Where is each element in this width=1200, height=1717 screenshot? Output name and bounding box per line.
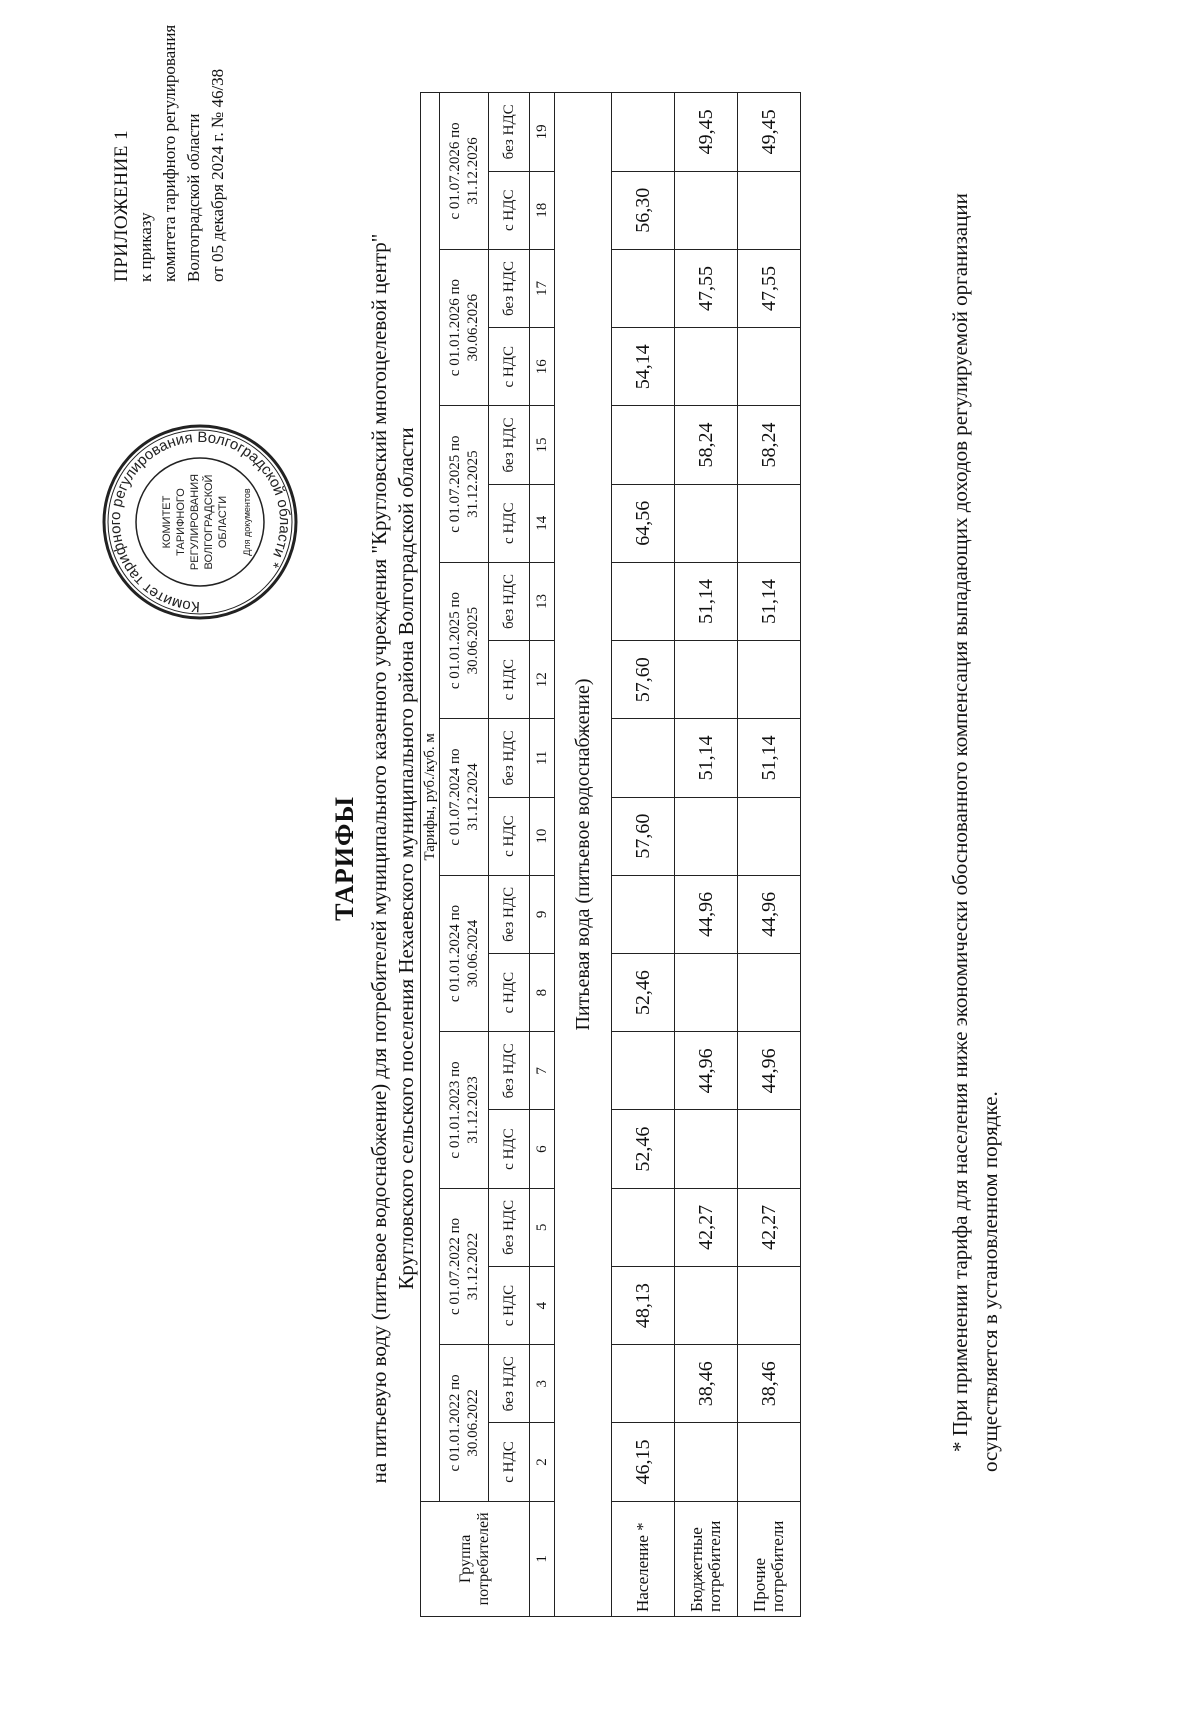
tariff-value-cell (612, 875, 675, 953)
tariff-value-cell (612, 406, 675, 484)
tariff-value-cell: 44,96 (738, 875, 801, 953)
vat-included-header: с НДС (489, 328, 530, 406)
tariff-value-cell (675, 954, 738, 1032)
vat-excluded-header: без НДС (489, 1032, 530, 1110)
tariff-value-cell: 38,46 (675, 1345, 738, 1423)
tariff-value-cell: 44,96 (675, 875, 738, 953)
tariff-value-cell (675, 328, 738, 406)
tariff-value-cell (612, 1032, 675, 1110)
tariff-value-cell (612, 249, 675, 327)
column-number: 8 (530, 954, 555, 1032)
tariff-value-cell (675, 171, 738, 249)
tariff-value-cell (738, 954, 801, 1032)
row-label: Бюджетные потребители (675, 1501, 738, 1616)
column-number: 10 (530, 797, 555, 875)
period-header: с 01.07.2025 по 31.12.2025 (440, 406, 489, 562)
vat-included-header: с НДС (489, 1110, 530, 1188)
column-number: 16 (530, 328, 555, 406)
tariff-value-cell (612, 1345, 675, 1423)
official-stamp (100, 422, 300, 622)
vat-included-header: с НДС (489, 484, 530, 562)
tariff-value-cell (675, 1423, 738, 1501)
tariff-value-cell: 57,60 (612, 797, 675, 875)
stamp-outer-text: Комитет тарифного регулирования Волгоградской области * (106, 428, 294, 616)
tariff-value-cell (612, 562, 675, 640)
tariff-value-cell: 51,14 (738, 562, 801, 640)
column-number: 18 (530, 171, 555, 249)
tariff-value-cell: 42,27 (675, 1188, 738, 1266)
stamp-inner-line: ВОЛГОГРАДСКОЙ (203, 474, 215, 570)
tariff-value-cell: 57,60 (612, 641, 675, 719)
column-number: 4 (530, 1266, 555, 1344)
tariff-value-cell (738, 797, 801, 875)
column-number: 12 (530, 641, 555, 719)
tariff-value-cell: 49,45 (738, 93, 801, 172)
tariff-value-cell (675, 797, 738, 875)
column-number: 19 (530, 93, 555, 172)
tariff-value-cell (738, 1266, 801, 1344)
tariff-value-cell: 38,46 (738, 1345, 801, 1423)
row-label: Население * (612, 1501, 675, 1616)
table-row (612, 93, 675, 1617)
column-header-consumer-group: Группа потребителей (421, 1501, 530, 1616)
tariff-value-cell: 51,14 (738, 719, 801, 797)
column-number: 15 (530, 406, 555, 484)
section-title: Питьевая вода (питьевое водоснабжение) (555, 93, 612, 1617)
tariff-value-cell (738, 328, 801, 406)
period-header: с 01.07.2026 по 31.12.2026 (440, 93, 489, 250)
stamp-inner-line: ТАРИФНОГО (175, 488, 187, 556)
tariff-value-cell: 46,15 (612, 1423, 675, 1501)
column-number: 14 (530, 484, 555, 562)
appendix-line-date: от 05 декабря 2024 г. № 46/38 (208, 68, 227, 282)
vat-excluded-header: без НДС (489, 249, 530, 327)
tariff-value-cell (612, 719, 675, 797)
tariff-value-cell: 52,46 (612, 1110, 675, 1188)
stamp-bottom-text: Для документов (242, 488, 252, 556)
tariff-value-cell: 47,55 (675, 249, 738, 327)
period-header: с 01.07.2024 по 31.12.2024 (440, 719, 489, 875)
column-number: 7 (530, 1032, 555, 1110)
appendix-line-committee: комитета тарифного регулирования (160, 24, 179, 282)
tariff-value-cell: 58,24 (738, 406, 801, 484)
column-number: 3 (530, 1345, 555, 1423)
period-header: с 01.01.2026 по 30.06.2026 (440, 249, 489, 405)
vat-excluded-header: без НДС (489, 1345, 530, 1423)
tariff-value-cell: 52,46 (612, 954, 675, 1032)
tariff-value-cell: 56,30 (612, 171, 675, 249)
vat-included-header: с НДС (489, 954, 530, 1032)
tariff-value-cell: 58,24 (675, 406, 738, 484)
period-header: с 01.07.2022 по 31.12.2022 (440, 1188, 489, 1344)
column-number: 2 (530, 1423, 555, 1501)
column-number: 6 (530, 1110, 555, 1188)
vat-excluded-header: без НДС (489, 875, 530, 953)
row-label: Прочие потребители (738, 1501, 801, 1616)
appendix-title: ПРИЛОЖЕНИЕ 1 (111, 129, 132, 282)
period-header: с 01.01.2025 по 30.06.2025 (440, 562, 489, 718)
stamp-inner-line: КОМИТЕТ (161, 495, 173, 549)
vat-excluded-header: без НДС (489, 93, 530, 172)
vat-excluded-header: без НДС (489, 562, 530, 640)
table-row (738, 93, 801, 1617)
appendix-line-region: Волгоградской области (184, 113, 203, 282)
period-header: с 01.01.2022 по 30.06.2022 (440, 1345, 489, 1501)
document-heading (330, 0, 420, 1717)
tariff-value-cell (675, 1110, 738, 1188)
tariff-value-cell: 42,27 (738, 1188, 801, 1266)
tariff-value-cell: 49,45 (675, 93, 738, 172)
tariff-table (420, 92, 801, 1617)
table-row (675, 93, 738, 1617)
appendix-reference (110, 2, 230, 282)
tariff-value-cell: 47,55 (738, 249, 801, 327)
vat-included-header: с НДС (489, 1423, 530, 1501)
tariff-value-cell: 51,14 (675, 719, 738, 797)
tariff-value-cell (738, 641, 801, 719)
tariff-value-cell: 44,96 (675, 1032, 738, 1110)
vat-included-header: с НДС (489, 171, 530, 249)
document-title: ТАРИФЫ (330, 796, 359, 921)
stamp-inner-line: ОБЛАСТИ (217, 495, 229, 549)
column-number: 11 (530, 719, 555, 797)
tariff-value-cell (738, 1110, 801, 1188)
tariff-caption: Тарифы, руб./куб. м (421, 93, 440, 1502)
stamp-inner-text (161, 474, 229, 570)
tariff-value-cell: 44,96 (738, 1032, 801, 1110)
tariff-value-cell (675, 641, 738, 719)
column-number: 13 (530, 562, 555, 640)
period-header: с 01.01.2023 по 31.12.2023 (440, 1032, 489, 1188)
tariff-value-cell: 54,14 (612, 328, 675, 406)
tariff-value-cell (738, 171, 801, 249)
document-subtitle-line-1: на питьевую воду (питьевое водоснабжение) для потребителей муниципального казенного учреждения "Кругловский многоцелевой центр" (367, 233, 391, 1484)
stamp-inner-line: РЕГУЛИРОВАНИЯ (189, 473, 201, 571)
vat-included-header: с НДС (489, 1266, 530, 1344)
tariff-value-cell (612, 1188, 675, 1266)
column-number: 1 (530, 1501, 555, 1616)
column-number: 9 (530, 875, 555, 953)
tariff-value-cell (675, 1266, 738, 1344)
tariff-value-cell (738, 484, 801, 562)
vat-excluded-header: без НДС (489, 719, 530, 797)
column-number: 5 (530, 1188, 555, 1266)
tariff-value-cell: 48,13 (612, 1266, 675, 1344)
tariff-value-cell (675, 484, 738, 562)
footnote: * При применении тарифа для населения ниже экономически обоснованного компенсация выпадающих доходов регулируемой организации осуществляется в установленном порядке. (948, 193, 1002, 1472)
appendix-line-order: к приказу (136, 212, 155, 282)
vat-excluded-header: без НДС (489, 406, 530, 484)
period-header: с 01.01.2024 по 30.06.2024 (440, 875, 489, 1031)
stamp-seal-icon (100, 422, 300, 622)
vat-excluded-header: без НДС (489, 1188, 530, 1266)
tariff-value-cell: 64,56 (612, 484, 675, 562)
tariff-value-cell (612, 93, 675, 172)
vat-included-header: с НДС (489, 641, 530, 719)
tariff-value-cell (738, 1423, 801, 1501)
column-number: 17 (530, 249, 555, 327)
document-subtitle-line-2: Кругловского сельского поселения Нехаевского муниципального района Волгоградской области (394, 427, 418, 1290)
vat-included-header: с НДС (489, 797, 530, 875)
tariff-value-cell: 51,14 (675, 562, 738, 640)
